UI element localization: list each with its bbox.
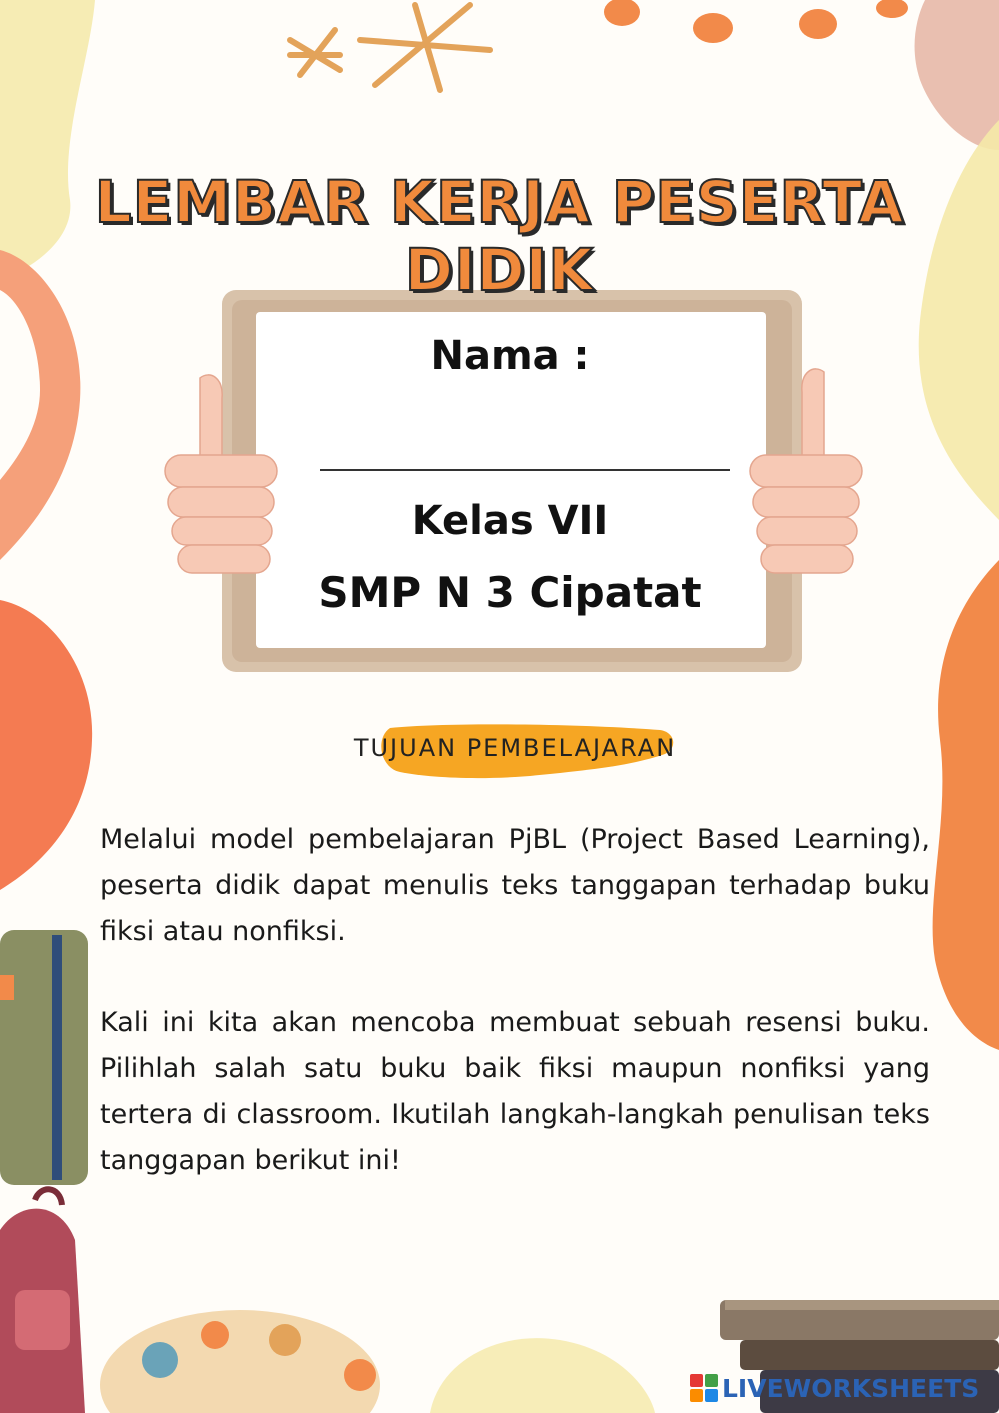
- paragraph-objective: Melalui model pembelajaran PjBL (Project Based Learning), peserta didik dapat menulis teks tanggapan terhadap buku fiksi atau nonfiksi.: [100, 824, 930, 947]
- backpack-icon: [0, 1189, 85, 1413]
- logo-square: [705, 1374, 718, 1387]
- logo-square: [690, 1389, 703, 1402]
- star-burst-icon: [290, 5, 490, 90]
- school-label: SMP N 3 Cipatat: [318, 568, 702, 617]
- red-blob-left: [0, 600, 92, 890]
- liveworksheets-logo-icon: [690, 1374, 718, 1402]
- objective-heading: TUJUAN PEMBELAJARAN: [353, 734, 677, 762]
- watermark-text: LIVEWORKSHEETS: [722, 1373, 980, 1403]
- worksheet-title: LEMBAR KERJA PESERTA DIDIK: [94, 168, 905, 304]
- orange-dot: [604, 0, 640, 26]
- orange-dot: [799, 9, 837, 39]
- yellow-blob-bottom: [430, 1338, 655, 1413]
- pink-blob-top-right: [915, 0, 999, 150]
- name-label: Nama :: [430, 333, 590, 379]
- liveworksheets-watermark: [690, 1373, 979, 1403]
- orange-blob-right: [933, 560, 999, 1050]
- book-spine-left: [0, 930, 88, 1185]
- class-label: Kelas VII: [411, 498, 609, 544]
- orange-dot: [693, 13, 733, 43]
- objective-heading-block: [330, 718, 700, 784]
- palette-icon: [100, 1310, 380, 1413]
- logo-square: [690, 1374, 703, 1387]
- orange-dot: [876, 0, 908, 18]
- logo-square: [705, 1389, 718, 1402]
- paragraph-instructions: Kali ini kita akan mencoba membuat sebuah resensi buku. Pilihlah salah satu buku baik fiksi maupun nonfiksi yang tertera di classroom. Ikutilah langkah-langkah penulisan teks tanggapan berikut ini!: [100, 1007, 930, 1176]
